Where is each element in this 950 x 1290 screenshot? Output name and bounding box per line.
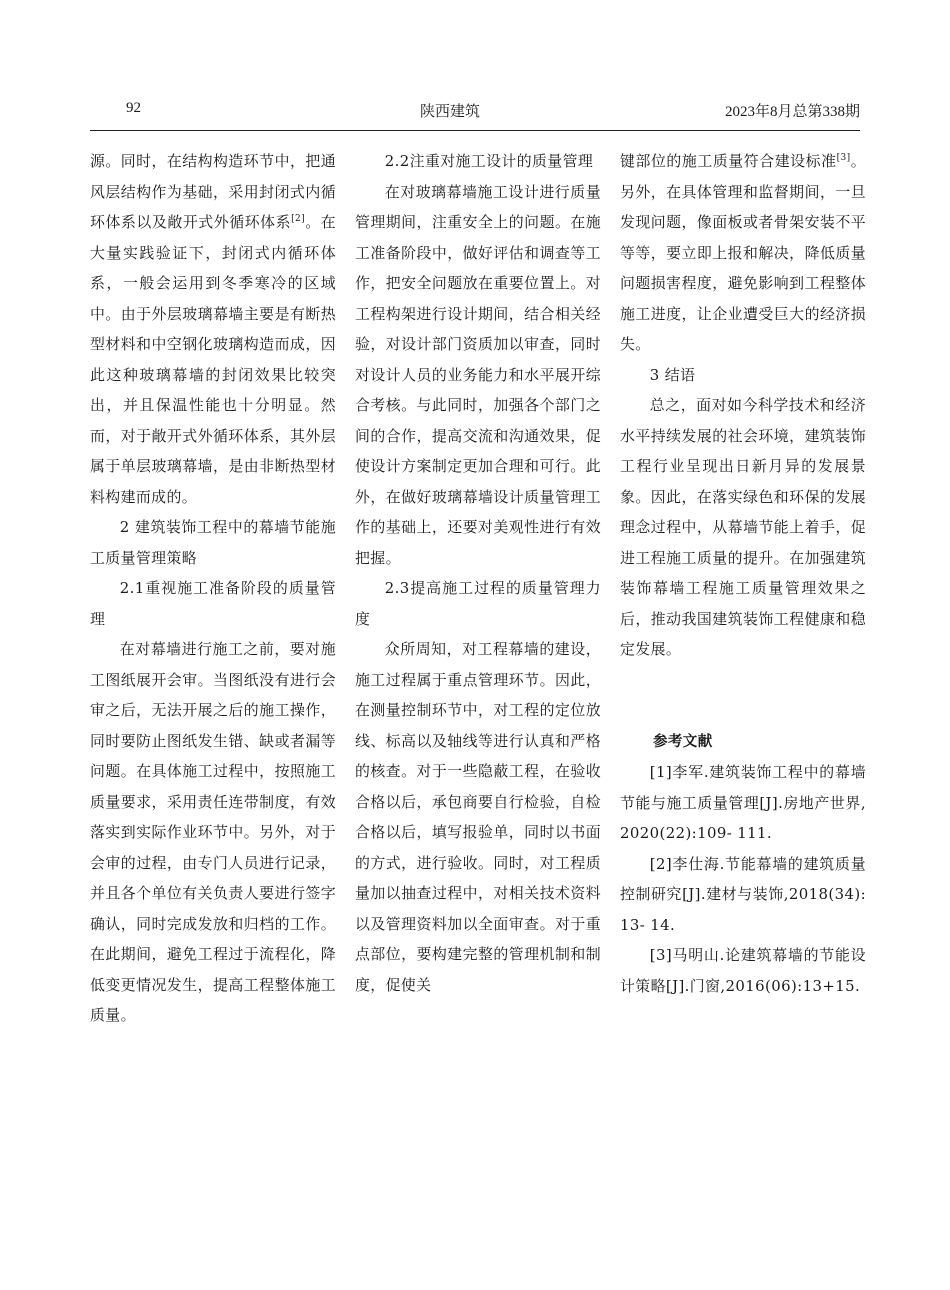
reference-item: [3]马明山.论建筑幕墙的节能设计策略[J].门窗,2016(06):13+15. xyxy=(620,946,866,995)
subsection-heading: 2.2注重对施工设计的质量管理 xyxy=(384,152,594,170)
column-right xyxy=(620,146,866,1001)
journal-name: 陕西建筑 xyxy=(420,104,481,120)
paragraph: 源。同时，在结构构造环节中，把通风层结构作为基础，采用封闭式内循环体系以及敞开式外循环体系[2]。在大量实践验证下，封闭式内循环体系，一般会运用到冬季寒冷的区域中。由于外层玻璃幕墙主要是有断热型材料和中空钢化玻璃构造而成，因此这种玻璃幕墙的封闭效果比较突出，并且保温性能也十分明显。然而，对于敞开式外循环体系，其外层属于单层玻璃幕墙，是由非断热型材料构建而成的。 xyxy=(90,152,337,506)
reference-item: [1]李军.建筑装饰工程中的幕墙节能与施工质量管理[J].房地产世界,2020(22):109- 111. xyxy=(620,763,866,842)
column-middle xyxy=(355,146,601,1000)
subsection-heading: 2.3提高施工过程的质量管理力度 xyxy=(355,579,601,628)
paragraph: 在对玻璃幕墙施工设计进行质量管理期间，注重安全上的问题。在施工准备阶段中，做好评估和调查等工作，把安全问题放在重要位置上。对工程构架进行设计期间，结合相关经验，对设计部门资质加以审查，同时对设计人员的业务能力和水平展开综合考核。与此同时，加强各个部门之间的合作，提高交流和沟通效果，促使设计方案制定更加合理和可行。此外，在做好玻璃幕墙设计质量管理工作的基础上，还要对美观性进行有效把握。 xyxy=(355,182,601,567)
citation: [3] xyxy=(836,153,851,163)
citation: [2] xyxy=(291,214,306,224)
paragraph: 总之，面对如今科学技术和经济水平持续发展的社会环境，建筑装饰工程行业呈现出日新月异的发展景象。因此，在落实绿色和环保的发展理念过程中，从幕墙节能上着手，促进工程施工质量的提升。在加强建筑装饰幕墙工程施工质量管理效果之后，推动我国建筑装饰工程健康和稳定发展。 xyxy=(620,396,866,658)
section-heading: 2 建筑装饰工程中的幕墙节能施工质量管理策略 xyxy=(90,518,336,567)
reference-item: [2]李仕海.节能幕墙的建筑质量控制研究[J].建材与装饰,2018(34):13- 14. xyxy=(620,854,866,934)
paragraph: 键部位的施工质量符合建设标准[3]。另外，在具体管理和监督期间，一旦发现问题，像面板或者骨架安装不平等等，要立即上报和解决，降低质量问题损害程度，避免影响到工程整体施工进度，让企业遭受巨大的经济损失。 xyxy=(620,152,867,353)
section-heading: 3 结语 xyxy=(649,365,696,384)
references-title: 参考文献 xyxy=(653,733,713,750)
column-left xyxy=(90,146,336,1031)
running-header xyxy=(90,96,860,131)
issue-info: 2023年8月总第338期 xyxy=(724,104,860,120)
paragraph: 在对幕墙进行施工之前，要对施工图纸展开会审。当图纸没有进行会审之后，无法开展之后的施工操作，同时要防止图纸发生错、缺或者漏等问题。在具体施工过程中，按照施工质量要求，采用责任连带制度，有效落实到实际作业环节中。另外，对于会审的过程，由专门人员进行记录，并且各个单位有关负责人要进行签字确认，同时完成发放和归档的工作。在此期间，避免工程过于流程化，降低变更情况发生，提高工程整体施工质量。 xyxy=(90,640,336,1024)
page-number: 92 xyxy=(126,100,141,116)
paragraph: 众所周知，对工程幕墙的建设，施工过程属于重点管理环节。因此，在测量控制环节中，对工程的定位放线、标高以及轴线等进行认真和严格的核查。对于一些隐蔽工程，在验收合格以后，承包商要自行检验，自检合格以后，填写报验单，同时以书面的方式，进行验收。同时，对工程质量加以抽查过程中，对相关技术资料以及管理资料加以全面审查。对于重点部位，要构建完整的管理机制和制度，促使关 xyxy=(355,640,601,994)
subsection-heading: 2.1重视施工准备阶段的质量管理 xyxy=(90,579,336,628)
